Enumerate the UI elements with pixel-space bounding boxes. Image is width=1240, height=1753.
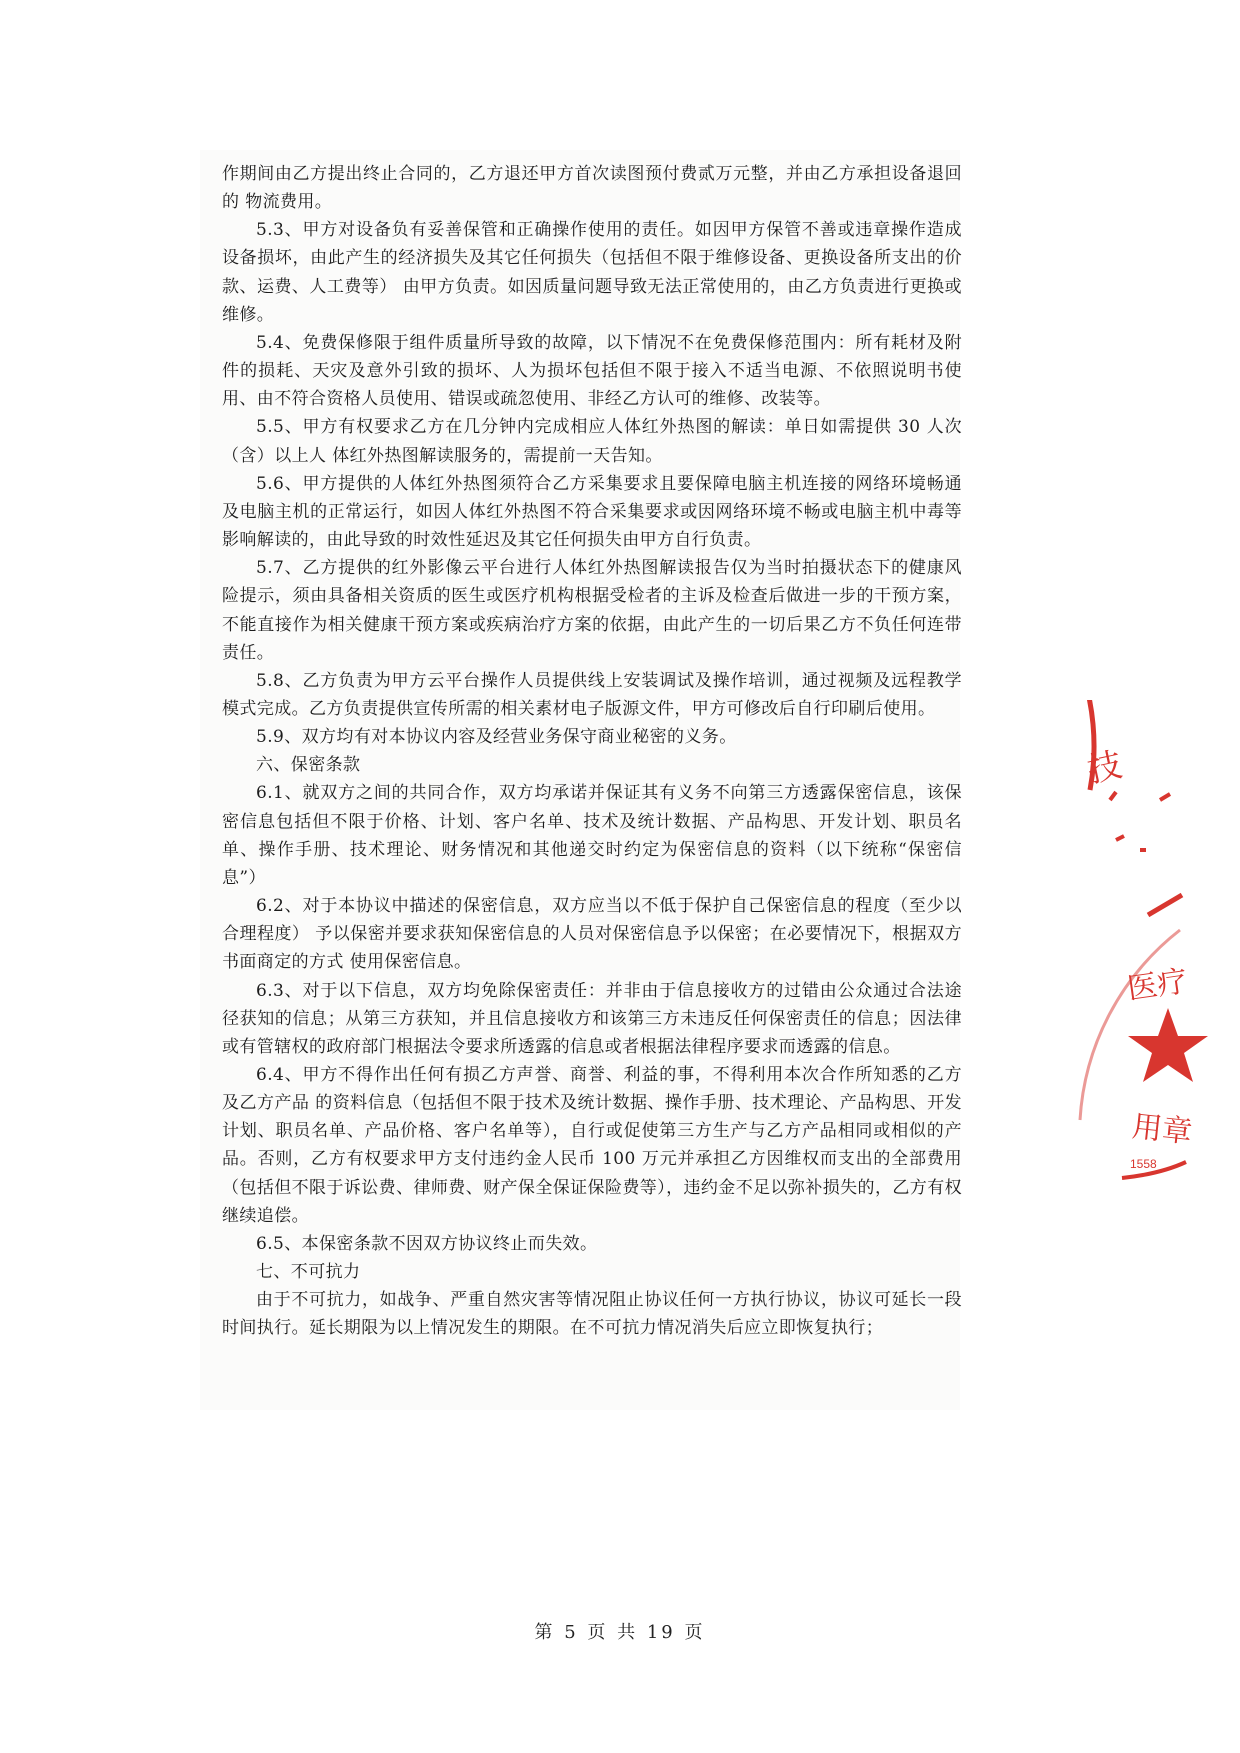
partial-red-seal [1060,700,1240,1260]
seal-stamp-graphic [1060,700,1240,1260]
clause-5-9: 5.9、双方均有对本协议内容及经营业务保守商业秘密的义务。 [256,727,737,748]
clause-6-4: 6.4、甲方不得作出任何有损乙方声誉、商誉、利益的事，不得利用本次合作所知悉的乙方及乙方产品 的资料信息（包括但不限于技术及统计数据、操作手册、技术理论、产品构思、开发计划、职员名单、产品价格、客户名单等），自行或促使第三方生产与乙方产品相同或相似的产品。否则，乙方有权要求甲方支付违约金人民币 100 万元并承担乙方因维权而支出的全部费用（包括但不限于诉讼费、律师费、财产保全保证保险费等），违约金不足以弥补损失的，乙方有权继续追偿。 [222,1065,962,1226]
clause-6-5: 6.5、本保密条款不因双方协议终止而失效。 [256,1233,598,1254]
page-number-footer: 第 5 页 共 19 页 [534,1622,706,1643]
seal-text-2: 医疗 [1125,964,1190,1006]
clause-6-1: 6.1、就双方之间的共同合作，双方均承诺并保证其有义务不向第三方透露保密信息，该保密信息包括但不限于价格、计划、客户名单、技术及统计数据、产品构思、开发计划、职员名单、操作手册、技术理论、财务情况和其他递交时约定为保密信息的资料（以下统称“保密信息”） [222,783,962,888]
clause-6-3: 6.3、对于以下信息，双方均免除保密责任：并非由于信息接收方的过错由公众通过合法途径获知的信息；从第三方获知，并且信息接收方和该第三方未违反任何保密责任的信息；因法律或有管辖权的政府部门根据法令要求所透露的信息或者根据法律程序要求而透露的信息。 [222,980,962,1057]
seal-mark-4 [1148,895,1182,915]
clause-5-5: 5.5、甲方有权要求乙方在几分钟内完成相应人体红外热图的解读：单日如需提供 30 人次（含）以上人 体红外热图解读服务的，需提前一天告知。 [222,417,962,466]
section-heading-confidentiality: 六、保密条款 [256,755,361,776]
clause-5-3: 5.3、甲方对设备负有妥善保管和正确操作使用的责任。如因甲方保管不善或违章操作造成设备损坏，由此产生的经济损失及其它任何损失（包括但不限于维修设备、更换设备所支出的价款、运费、人工费等） 由甲方负责。如因质量问题导致无法正常使用的，由乙方负责进行更换或维修。 [222,220,962,325]
clause-5-7: 5.7、乙方提供的红外影像云平台进行人体红外热图解读报告仅为当时拍摄状态下的健康风险提示，须由具备相关资质的医生或医疗机构根据受检者的主诉及检查后做进一步的干预方案，不能直接作为相关健康干预方案或疾病治疗方案的依据，由此产生的一切后果乙方不负任何连带责任。 [222,558,962,663]
clause-7: 由于不可抗力，如战争、严重自然灾害等情况阻止协议任何一方执行协议，协议可延长一段时间执行。延长期限为以上情况发生的期限。在不可抗力情况消失后应立即恢复执行； [222,1290,962,1339]
document-body [222,160,962,1343]
seal-text-4: 1558 [1130,1157,1157,1171]
clause-5-6: 5.6、甲方提供的人体红外热图须符合乙方采集要求且要保障电脑主机连接的网络环境畅通及电脑主机的正常运行，如因人体红外热图不符合采集要求或因网络环境不畅或电脑主机中毒等影响解读的，由此导致的时效性延迟及其它任何损失由甲方自行负责。 [222,473,962,551]
clause-5-4: 5.4、免费保修限于组件质量所导致的故障，以下情况不在免费保修范围内：所有耗材及附件的损耗、天灾及意外引致的损坏、人为损坏包括但不限于接入不适当电源、不依照说明书使用、由不符合资格人员使用、错误或疏忽使用、非经乙方认可的维修、改装等。 [222,332,962,410]
seal-text-1: 技 [1084,745,1126,791]
clause-6-2: 6.2、对于本协议中描述的保密信息，双方应当以不低于保护自己保密信息的程度（至少以合理程度） 予以保密并要求获知保密信息的人员对保密信息予以保密；在必要情况下，根据双方书面商定的方式 使用保密信息。 [222,896,962,973]
clause-5-8: 5.8、乙方负责为甲方云平台操作人员提供线上安装调试及操作培训，通过视频及远程教学模式完成。乙方负责提供宣传所需的相关素材电子版源文件，甲方可修改后自行印刷后使用。 [222,670,962,719]
seal-star-icon [1128,1008,1208,1082]
seal-mark-3 [1160,794,1170,800]
paragraph-continued: 作期间由乙方提出终止合同的，乙方退还甲方首次读图预付费贰万元整，并由乙方承担设备退回的 物流费用。 [222,164,962,213]
seal-mark-2 [1116,836,1146,850]
section-heading-force-majeure: 七、不可抗力 [256,1262,361,1283]
seal-mark [1110,792,1116,800]
seal-text-3: 用章 [1130,1110,1194,1150]
